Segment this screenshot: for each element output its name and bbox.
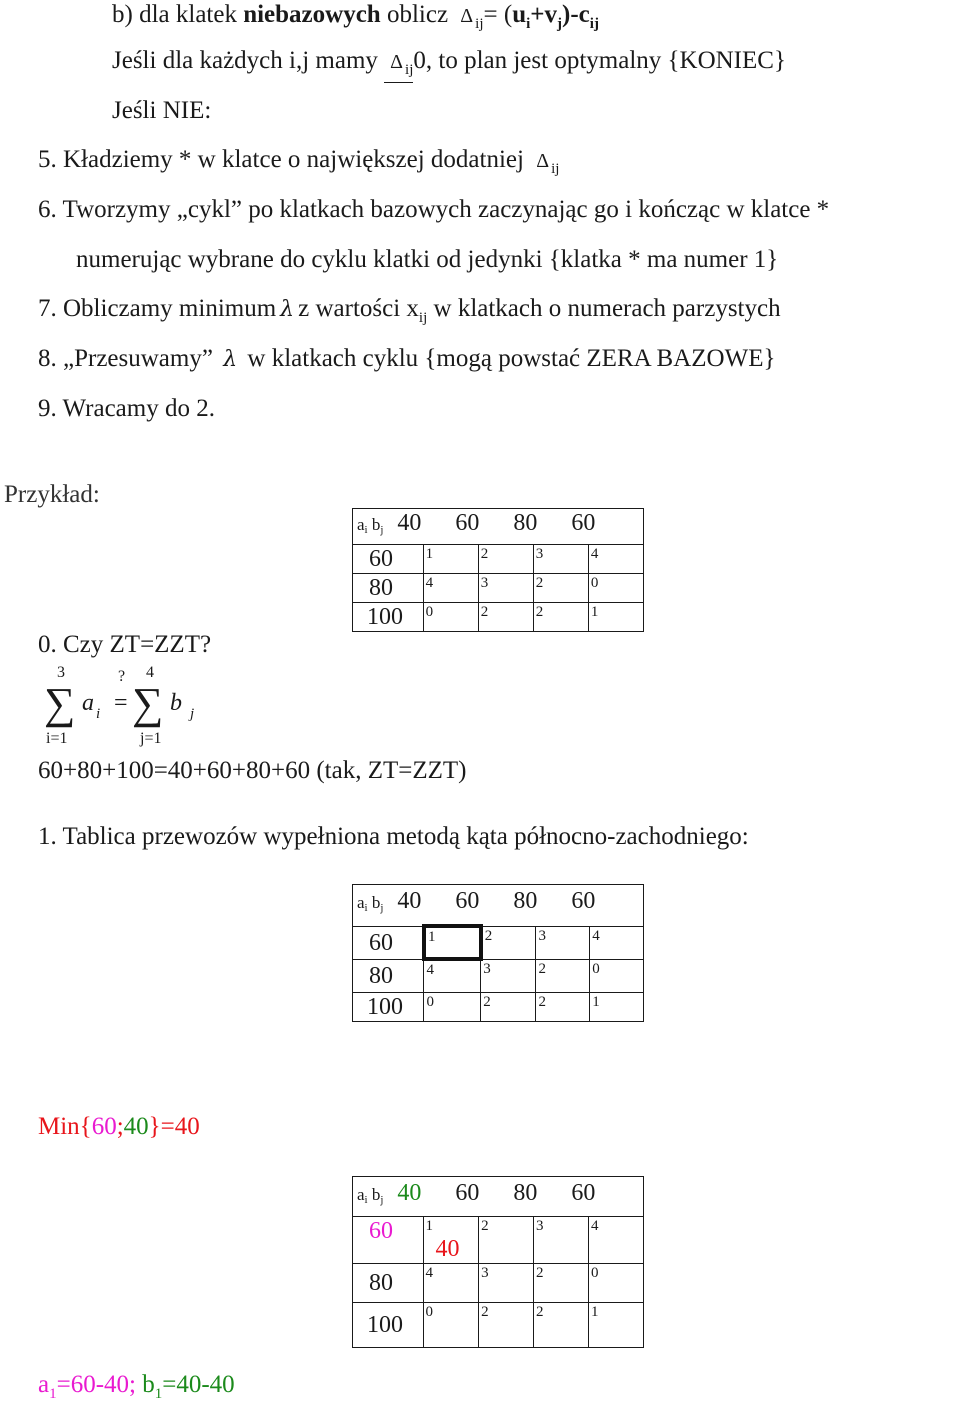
- cell-1-3: [533, 545, 588, 574]
- cost-1-1: 1: [425, 546, 434, 562]
- cell-3-4: [588, 603, 643, 632]
- supply-2: 80: [353, 1264, 424, 1303]
- cell-2-2: [479, 1264, 534, 1303]
- cost-3-2: 2: [483, 993, 491, 1010]
- step8b: w klatkach cyklu {mogą powstać ZERA BAZOWE}: [247, 345, 776, 372]
- step-8: [38, 344, 775, 375]
- cost-3-4: 1: [591, 1304, 599, 1320]
- example-heading: Przykład:: [4, 481, 100, 508]
- header-a: a: [357, 515, 365, 534]
- cell-3-3: [534, 1303, 589, 1348]
- step-5: [38, 145, 559, 184]
- cost-2-2: 3: [480, 575, 489, 591]
- cost-1-3: 3: [535, 546, 544, 562]
- cost-2-1: 4: [425, 1265, 434, 1281]
- demand-3: 80: [513, 888, 538, 914]
- cost-3-4: 1: [590, 604, 599, 620]
- cost-2-2: 3: [481, 1265, 489, 1281]
- min-result: }=40: [148, 1113, 200, 1140]
- cost-1-3: 3: [538, 927, 546, 944]
- header-b-sub: j: [380, 1194, 384, 1206]
- if-all-suffix: 0, to plan jest optymalny {KONIEC}: [413, 47, 786, 74]
- cell-3-1: [423, 1303, 479, 1348]
- cost-3-1: 0: [425, 1304, 434, 1320]
- b-sub: 1: [154, 1386, 163, 1402]
- step-6b: numerując wybrane do cyklu klatki od jedynki {klatka * ma numer 1}: [76, 246, 779, 273]
- cost-2-3: 2: [535, 575, 544, 591]
- b-cij: ij: [589, 16, 599, 32]
- step7c: w klatkach o numerach parzystych: [433, 295, 781, 322]
- step7b: z wartości x: [298, 295, 419, 322]
- cost-1-1: 1: [427, 929, 436, 945]
- step-9: 9. Wracamy do 2.: [38, 395, 215, 422]
- header-b-sub: j: [380, 524, 384, 536]
- demand-2: 60: [455, 1180, 480, 1206]
- step8a: 8. „Przesuwamy”: [38, 345, 213, 372]
- question-zt-zzt: 0. Czy ZT=ZZT?: [38, 631, 212, 658]
- sum-lower-right: j=1: [140, 730, 162, 747]
- header-b: b: [371, 1185, 381, 1204]
- update-line: [38, 1370, 235, 1409]
- header-ai: [357, 1185, 383, 1204]
- table-header-row: [353, 1177, 644, 1217]
- cell-3-2: [481, 992, 536, 1021]
- header-ai: [357, 893, 383, 912]
- sum-upper-right: 4: [146, 664, 154, 681]
- cost-2-2: 3: [483, 960, 491, 977]
- if-all-ij: ij: [405, 62, 414, 78]
- a-update: =60-40;: [56, 1371, 136, 1398]
- question-mark: ?: [118, 668, 126, 685]
- equals-sign: =: [114, 690, 128, 716]
- cost-2-4: 0: [590, 575, 599, 591]
- cost-table-2: [352, 884, 644, 1022]
- delta-symbol: Δ: [460, 5, 474, 27]
- cell-1-1: [423, 1217, 479, 1264]
- min-supply-value: 60: [91, 1113, 117, 1140]
- b-j: j: [557, 16, 563, 32]
- step-7: [38, 294, 781, 333]
- min-demand-value: 40: [123, 1113, 149, 1140]
- sum-upper-left: 3: [57, 664, 65, 681]
- leq-symbol: [384, 46, 413, 85]
- supply-2: 80: [353, 574, 424, 603]
- min-prefix: Min{: [38, 1113, 92, 1140]
- b-update: =40-40: [162, 1371, 235, 1398]
- a-sub: 1: [49, 1386, 57, 1402]
- sigma-symbol: ∑: [44, 679, 76, 728]
- cell-2-4: [590, 959, 644, 992]
- var-a-sub: i: [96, 706, 101, 722]
- demand-2: 60: [455, 510, 480, 536]
- demand-4: 60: [571, 888, 596, 914]
- cell-3-2: [478, 603, 533, 632]
- header-a-sub: i: [364, 524, 368, 536]
- cell-1-2: [479, 1217, 534, 1264]
- line-b-deltas: [112, 0, 599, 39]
- b-bold: niebazowych: [243, 1, 381, 28]
- demand-2: 60: [455, 888, 480, 914]
- header-b-sub: j: [380, 902, 384, 914]
- cell-2-1: [423, 1264, 479, 1303]
- header-a-sub: i: [364, 1194, 368, 1206]
- demand-4: 60: [571, 510, 596, 536]
- cost-2-1: 4: [425, 575, 434, 591]
- cell-2-3: [534, 1264, 589, 1303]
- cost-3-1: 0: [426, 993, 434, 1010]
- header-a: a: [357, 893, 365, 912]
- b-ij: ij: [475, 16, 484, 32]
- cost-1-3: 3: [536, 1218, 544, 1234]
- cell-1-1-highlighted: [424, 926, 481, 959]
- demand-1: 40: [397, 510, 422, 536]
- cost-2-3: 2: [536, 1265, 544, 1281]
- cost-1-2: 2: [480, 546, 489, 562]
- cell-1-1: [423, 545, 478, 574]
- cell-2-3: [536, 959, 590, 992]
- cell-2-4: [588, 574, 643, 603]
- cost-3-2: 2: [480, 604, 489, 620]
- b-eq: = (: [483, 1, 513, 28]
- demand-1: 40: [397, 1180, 422, 1206]
- balance-check: 60+80+100=40+60+80+60 (tak, ZT=ZZT): [38, 757, 467, 784]
- step-1: 1. Tablica przewozów wypełniona metodą kąta północno-zachodniego:: [38, 823, 749, 850]
- step5-text: 5. Kładziemy * w klatce o największej dodatniej: [38, 146, 524, 173]
- cost-2-3: 2: [538, 960, 546, 977]
- cost-3-2: 2: [481, 1304, 489, 1320]
- table-header-row: [353, 885, 644, 927]
- demand-4: 60: [571, 1180, 596, 1206]
- cost-2-4: 0: [592, 960, 600, 977]
- cost-3-4: 1: [592, 993, 600, 1010]
- cost-3-3: 2: [535, 604, 544, 620]
- supply-1: 60: [353, 1217, 424, 1264]
- delta-symbol: Δ: [390, 51, 404, 73]
- cell-1-3: [534, 1217, 589, 1264]
- supply-3: 100: [353, 1303, 424, 1348]
- header-b: b: [371, 893, 381, 912]
- demand-3: 80: [513, 1180, 538, 1206]
- cell-1-3: [536, 926, 590, 959]
- cell-3-3: [536, 992, 590, 1021]
- cost-1-4: 4: [591, 1218, 599, 1234]
- cost-1-4: 4: [590, 546, 599, 562]
- step7-ij: ij: [418, 310, 428, 326]
- cell-2-1: [423, 574, 478, 603]
- table-header-row: [353, 509, 644, 545]
- supply-3: 100: [353, 992, 424, 1021]
- cost-1-2: 2: [481, 1218, 489, 1234]
- var-a: a: [82, 690, 94, 716]
- sum-lower-left: i=1: [46, 730, 68, 747]
- var-b: b: [170, 690, 182, 716]
- sigma-symbol: ∑: [132, 679, 164, 728]
- balance-formula: [42, 662, 242, 752]
- cell-3-4: [589, 1303, 644, 1348]
- cost-3-1: 0: [425, 604, 434, 620]
- cost-1-2: 2: [484, 927, 493, 944]
- b-i: i: [526, 16, 531, 32]
- header-a-sub: i: [364, 902, 368, 914]
- cell-2-1: [424, 959, 481, 992]
- demand-3: 80: [513, 510, 538, 536]
- supply-1: 60: [353, 545, 424, 574]
- cell-3-1: [423, 603, 478, 632]
- cost-table-3: [352, 1176, 644, 1348]
- b-symbol: b: [142, 1371, 155, 1398]
- if-all-prefix: Jeśli dla każdych i,j mamy: [112, 47, 378, 74]
- b-mid: oblicz: [386, 1, 449, 28]
- min-separator: ;: [116, 1113, 124, 1140]
- cell-2-2: [478, 574, 533, 603]
- step7a: 7. Obliczamy minimum: [38, 295, 277, 322]
- allocation-x11: 40: [435, 1236, 460, 1262]
- header-ai: [357, 515, 383, 534]
- cell-2-4: [589, 1264, 644, 1303]
- cell-3-1: [424, 992, 481, 1021]
- cell-1-2: [478, 545, 533, 574]
- cost-table-1: [352, 508, 644, 632]
- b-plus-v: +v: [530, 1, 558, 28]
- cost-1-4: 4: [592, 927, 600, 944]
- b-u: u: [512, 1, 527, 28]
- cost-2-4: 0: [591, 1265, 599, 1281]
- supply-3: 100: [353, 603, 424, 632]
- step5-ij: ij: [551, 161, 560, 177]
- supply-1: 60: [353, 926, 424, 959]
- delta-symbol: Δ: [536, 150, 550, 172]
- a-symbol: a: [38, 1371, 50, 1398]
- cell-2-2: [481, 959, 536, 992]
- line-if-not: Jeśli NIE:: [112, 97, 212, 124]
- cell-2-3: [533, 574, 588, 603]
- cell-3-4: [590, 992, 644, 1021]
- lambda-symbol: λ: [223, 347, 238, 372]
- demand-1: 40: [397, 888, 422, 914]
- var-b-sub: j: [190, 706, 195, 722]
- cost-3-3: 2: [538, 993, 546, 1010]
- cell-3-3: [533, 603, 588, 632]
- header-a: a: [357, 1185, 365, 1204]
- cell-1-4: [588, 545, 643, 574]
- step-6a: 6. Tworzymy „cykl” po klatkach bazowych zaczynając go i kończąc w klatce *: [38, 196, 830, 223]
- line-if-all: [112, 46, 786, 85]
- lambda-symbol: λ: [280, 297, 295, 322]
- cost-1-1: 1: [425, 1218, 434, 1234]
- b-c: )-c: [562, 1, 590, 28]
- b-prefix: b) dla klatek: [112, 1, 237, 28]
- cell-3-2: [479, 1303, 534, 1348]
- min-line: [38, 1112, 200, 1142]
- cell-1-2: [481, 926, 536, 959]
- supply-2: 80: [353, 959, 424, 992]
- header-b: b: [371, 515, 381, 534]
- cost-2-1: 4: [426, 962, 434, 978]
- cell-1-4: [590, 926, 644, 959]
- cell-1-4: [589, 1217, 644, 1264]
- cost-3-3: 2: [536, 1304, 544, 1320]
